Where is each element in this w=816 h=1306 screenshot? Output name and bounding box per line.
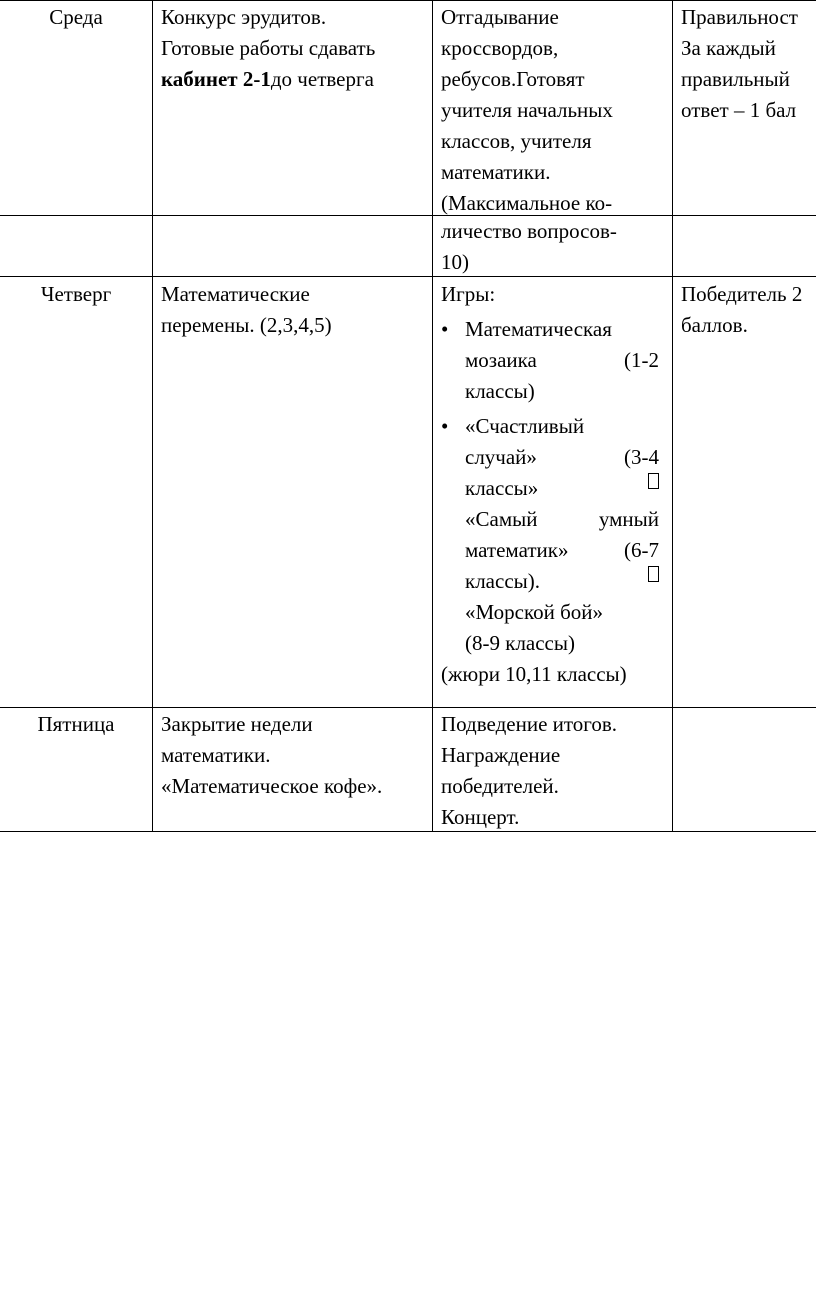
description-line: 10) (441, 250, 469, 274)
game-line (465, 442, 659, 473)
description-line: личество вопросов- (441, 219, 617, 243)
games-cell-thursday (441, 279, 659, 690)
column-border-1 (152, 0, 153, 832)
event-cell-friday (161, 709, 431, 802)
game-line: классы) (465, 379, 535, 403)
game-line: «Счастливый (465, 414, 585, 438)
event-line: перемены. (2,3,4,5) (161, 313, 332, 337)
day-label: Пятница (37, 712, 115, 736)
criteria-line: Правильност (681, 5, 798, 29)
day-label: Четверг (40, 282, 112, 306)
game-line-part: (3-4 (624, 445, 659, 469)
game-line: «Морской бой» (465, 600, 604, 624)
description-line: Награждение (441, 743, 561, 767)
game-line-part: умный (598, 507, 659, 531)
deadline-text: до четверга (270, 67, 374, 91)
game-line-part: (6-7 (624, 538, 659, 562)
bullet-icon: • (441, 317, 449, 341)
description-line: математики. (441, 160, 551, 184)
game-item (441, 411, 659, 504)
criteria-line: правильный (681, 67, 790, 91)
description-cell-continuation (441, 216, 671, 278)
description-line: ребусов.Готовят (441, 67, 585, 91)
game-line: Математическая (465, 317, 612, 341)
criteria-cell-wednesday (681, 2, 816, 126)
criteria-line: баллов. (681, 313, 748, 337)
day-label: Среда (49, 5, 103, 29)
game-line (465, 473, 659, 504)
missing-glyph-icon (648, 473, 659, 489)
description-line: классов, учителя (441, 129, 592, 153)
day-cell-thursday (0, 279, 152, 310)
game-item (441, 597, 659, 659)
missing-glyph-icon (648, 566, 659, 582)
criteria-line: ответ – 1 бал (681, 98, 797, 122)
row-border-2 (0, 276, 816, 277)
event-cell-thursday (161, 279, 431, 341)
game-line-part: (1-2 (624, 348, 659, 372)
description-line: кроссвордов, (441, 36, 559, 60)
event-line: «Математическое кофе». (161, 774, 383, 798)
row-border-3 (0, 707, 816, 708)
description-cell-wednesday (441, 2, 671, 219)
row-border-1 (0, 215, 816, 216)
bullet-icon: • (441, 414, 449, 438)
column-border-3 (672, 0, 673, 832)
row-border-top (0, 0, 816, 1)
criteria-cell-thursday (681, 279, 816, 341)
game-line-part: «Самый (465, 507, 538, 531)
game-line (465, 566, 659, 597)
criteria-line: За каждый (681, 36, 776, 60)
game-line (465, 504, 659, 535)
game-line (465, 345, 659, 376)
event-line: Конкурс эрудитов. (161, 5, 327, 29)
game-item (441, 504, 659, 597)
description-cell-friday (441, 709, 671, 833)
day-cell-friday (0, 709, 152, 740)
description-line: учителя начальных (441, 98, 613, 122)
description-line: победителей. (441, 774, 559, 798)
day-cell-wednesday (0, 2, 152, 33)
jury-note: (жюри 10,11 классы) (441, 662, 627, 686)
game-line-part: случай» (465, 445, 537, 469)
game-line-part: классы» (465, 476, 539, 500)
description-line: Концерт. (441, 805, 520, 829)
game-item (441, 314, 659, 407)
game-line: (8-9 классы) (465, 631, 575, 655)
game-line-part: классы). (465, 569, 540, 593)
event-cell-wednesday (161, 2, 431, 95)
column-border-2 (432, 0, 433, 832)
row-border-bottom (0, 831, 816, 832)
event-line: Закрытие недели (161, 712, 313, 736)
event-line: Математические (161, 282, 310, 306)
games-title: Игры: (441, 282, 496, 306)
game-line-part: математик» (465, 538, 569, 562)
description-line: Отгадывание (441, 5, 559, 29)
game-line-part: мозаика (465, 348, 537, 372)
criteria-line: Победитель 2 (681, 282, 803, 306)
event-line: Готовые работы сдавать (161, 36, 376, 60)
room-number: кабинет 2-1 (161, 67, 271, 91)
event-line-room (161, 64, 431, 95)
game-line (465, 535, 659, 566)
description-line: (Максимальное ко- (441, 191, 613, 215)
event-line: математики. (161, 743, 271, 767)
description-line: Подведение итогов. (441, 712, 618, 736)
